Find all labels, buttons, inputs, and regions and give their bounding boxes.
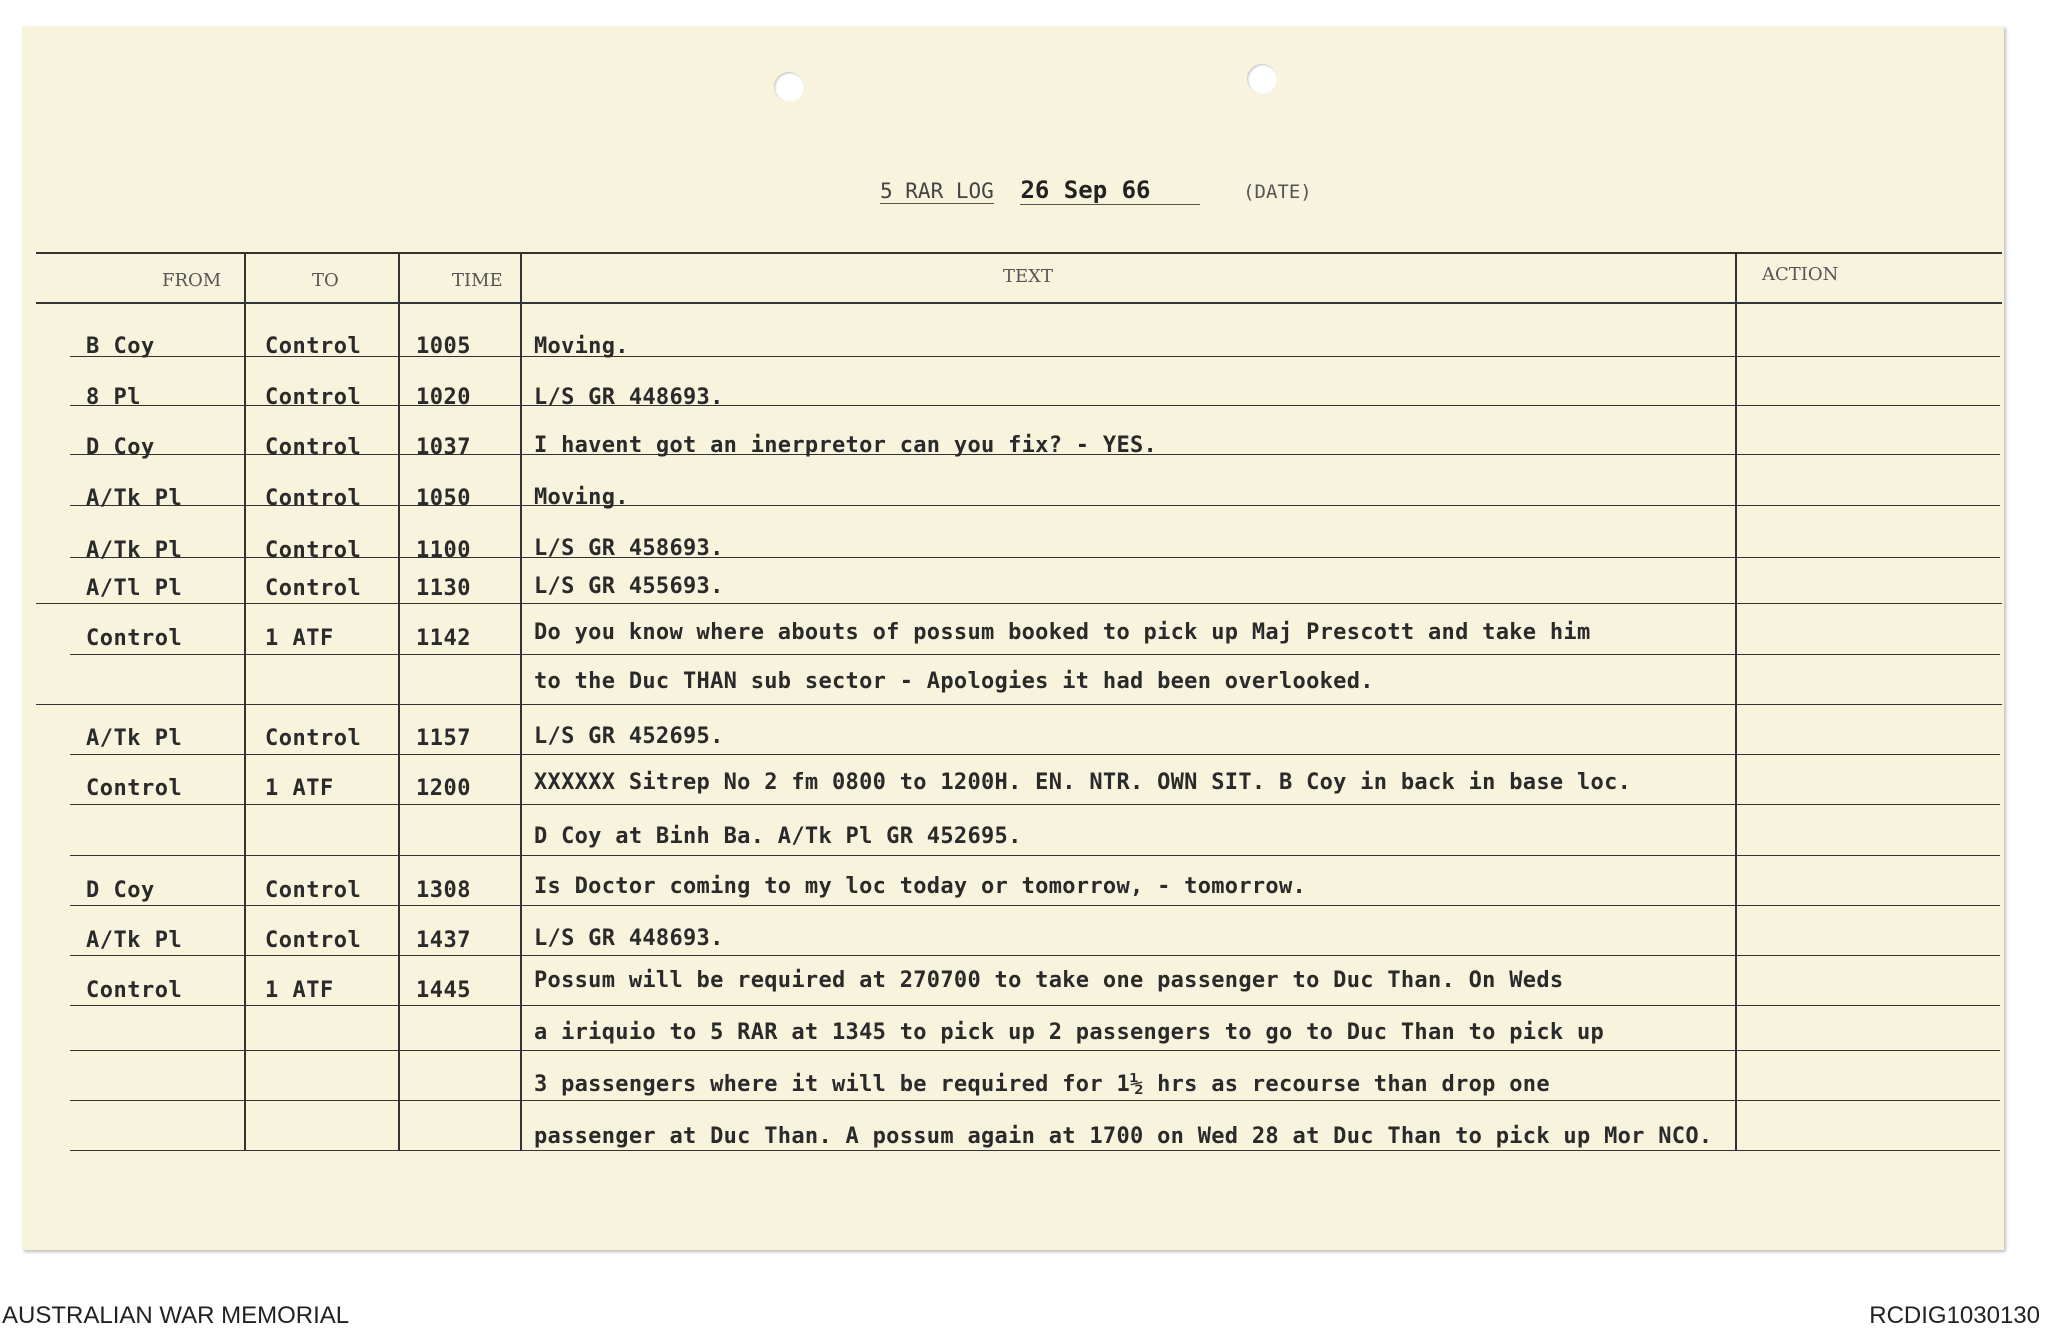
entry-to: Control bbox=[265, 576, 362, 601]
entry-from: Control bbox=[86, 626, 183, 651]
entry-time: 1005 bbox=[416, 334, 471, 359]
entry-text: L/S GR 458693. bbox=[534, 536, 724, 561]
entry-to: Control bbox=[265, 334, 362, 359]
entry-from: A/Tk Pl bbox=[86, 486, 183, 511]
row-rule bbox=[36, 704, 2002, 705]
entry-text: L/S GR 448693. bbox=[534, 385, 724, 410]
column-header-action: ACTION bbox=[1762, 264, 1839, 285]
entry-from: A/Tl Pl bbox=[86, 576, 183, 601]
row-rule bbox=[70, 955, 2000, 956]
entry-from: A/Tk Pl bbox=[86, 538, 183, 563]
column-divider-time bbox=[520, 252, 522, 1150]
entry-text: XXXXXX Sitrep No 2 fm 0800 to 1200H. EN. NTR. OWN SIT. B Coy in back in base loc. bbox=[534, 770, 1632, 795]
column-header-to: TO bbox=[312, 270, 339, 291]
entry-from: D Coy bbox=[86, 878, 155, 903]
entry-time: 1037 bbox=[416, 435, 471, 460]
column-header-from: FROM bbox=[162, 270, 222, 291]
entry-time: 1445 bbox=[416, 978, 471, 1003]
row-rule bbox=[70, 1005, 2000, 1006]
entry-from: Control bbox=[86, 776, 183, 801]
row-rule bbox=[70, 1050, 2000, 1051]
footer-left: AUSTRALIAN WAR MEMORIAL bbox=[2, 1302, 350, 1329]
row-rule bbox=[70, 804, 2000, 805]
log-date: 26 Sep 66 bbox=[1020, 176, 1200, 205]
entry-to: Control bbox=[265, 538, 362, 563]
entry-text: Moving. bbox=[534, 334, 629, 359]
row-rule bbox=[70, 855, 2000, 856]
date-caption: (DATE) bbox=[1243, 181, 1312, 203]
entry-text: I havent got an inerpretor can you fix? - YES. bbox=[534, 433, 1158, 458]
entry-text: L/S GR 452695. bbox=[534, 724, 724, 749]
entry-text: a iriquio to 5 RAR at 1345 to pick up 2 passengers to go to Duc Than to pick up bbox=[534, 1020, 1605, 1045]
entry-to: Control bbox=[265, 385, 362, 410]
column-header-time: TIME bbox=[452, 270, 503, 291]
entry-from: D Coy bbox=[86, 435, 155, 460]
entry-time: 1130 bbox=[416, 576, 471, 601]
log-label: 5 RAR LOG bbox=[880, 179, 994, 203]
entry-time: 1157 bbox=[416, 726, 471, 751]
footer-right: RCDIG1030130 bbox=[1869, 1302, 2040, 1329]
entry-to: 1 ATF bbox=[265, 978, 334, 1003]
punch-hole-left bbox=[774, 72, 804, 102]
table-header-border bbox=[36, 302, 2002, 304]
column-header-text: TEXT bbox=[1003, 266, 1053, 287]
entry-to: 1 ATF bbox=[265, 776, 334, 801]
entry-time: 1020 bbox=[416, 385, 471, 410]
entry-to: Control bbox=[265, 486, 362, 511]
entry-text: D Coy at Binh Ba. A/Tk Pl GR 452695. bbox=[534, 824, 1022, 849]
entry-from: Control bbox=[86, 978, 183, 1003]
column-divider-to bbox=[398, 252, 400, 1150]
entry-text: 3 passengers where it will be required for 1½ hrs as recourse than drop one bbox=[534, 1072, 1550, 1097]
row-rule bbox=[36, 603, 2002, 604]
entry-from: B Coy bbox=[86, 334, 155, 359]
entry-from: A/Tk Pl bbox=[86, 928, 183, 953]
entry-text: Moving. bbox=[534, 485, 629, 510]
entry-to: Control bbox=[265, 726, 362, 751]
entry-text: Possum will be required at 270700 to take one passenger to Duc Than. On Weds bbox=[534, 968, 1564, 993]
entry-text: L/S GR 455693. bbox=[534, 574, 724, 599]
table-top-border bbox=[36, 252, 2002, 254]
entry-text: Is Doctor coming to my loc today or tomorrow, - tomorrow. bbox=[534, 874, 1307, 899]
row-rule bbox=[70, 1100, 2000, 1101]
entry-to: Control bbox=[265, 878, 362, 903]
entry-from: A/Tk Pl bbox=[86, 726, 183, 751]
entry-text: Do you know where abouts of possum booked to pick up Maj Prescott and take him bbox=[534, 620, 1591, 645]
entry-from: 8 Pl bbox=[86, 385, 141, 410]
row-rule bbox=[70, 905, 2000, 906]
entry-text: L/S GR 448693. bbox=[534, 926, 724, 951]
entry-time: 1142 bbox=[416, 626, 471, 651]
entry-time: 1437 bbox=[416, 928, 471, 953]
row-rule bbox=[70, 654, 2000, 655]
log-header bbox=[880, 176, 1312, 205]
entry-time: 1050 bbox=[416, 486, 471, 511]
entry-text: passenger at Duc Than. A possum again at 1700 on Wed 28 at Duc Than to pick up Mor NCO. bbox=[534, 1124, 1713, 1149]
punch-hole-right bbox=[1247, 64, 1277, 94]
entry-to: Control bbox=[265, 928, 362, 953]
entry-to: Control bbox=[265, 435, 362, 460]
entry-time: 1308 bbox=[416, 878, 471, 903]
entry-time: 1200 bbox=[416, 776, 471, 801]
entry-text: to the Duc THAN sub sector - Apologies it had been overlooked. bbox=[534, 669, 1374, 694]
column-divider-text bbox=[1735, 252, 1737, 1150]
column-divider-from bbox=[244, 252, 246, 1150]
row-rule bbox=[70, 1150, 2000, 1151]
row-rule bbox=[70, 754, 2000, 755]
entry-to: 1 ATF bbox=[265, 626, 334, 651]
entry-time: 1100 bbox=[416, 538, 471, 563]
